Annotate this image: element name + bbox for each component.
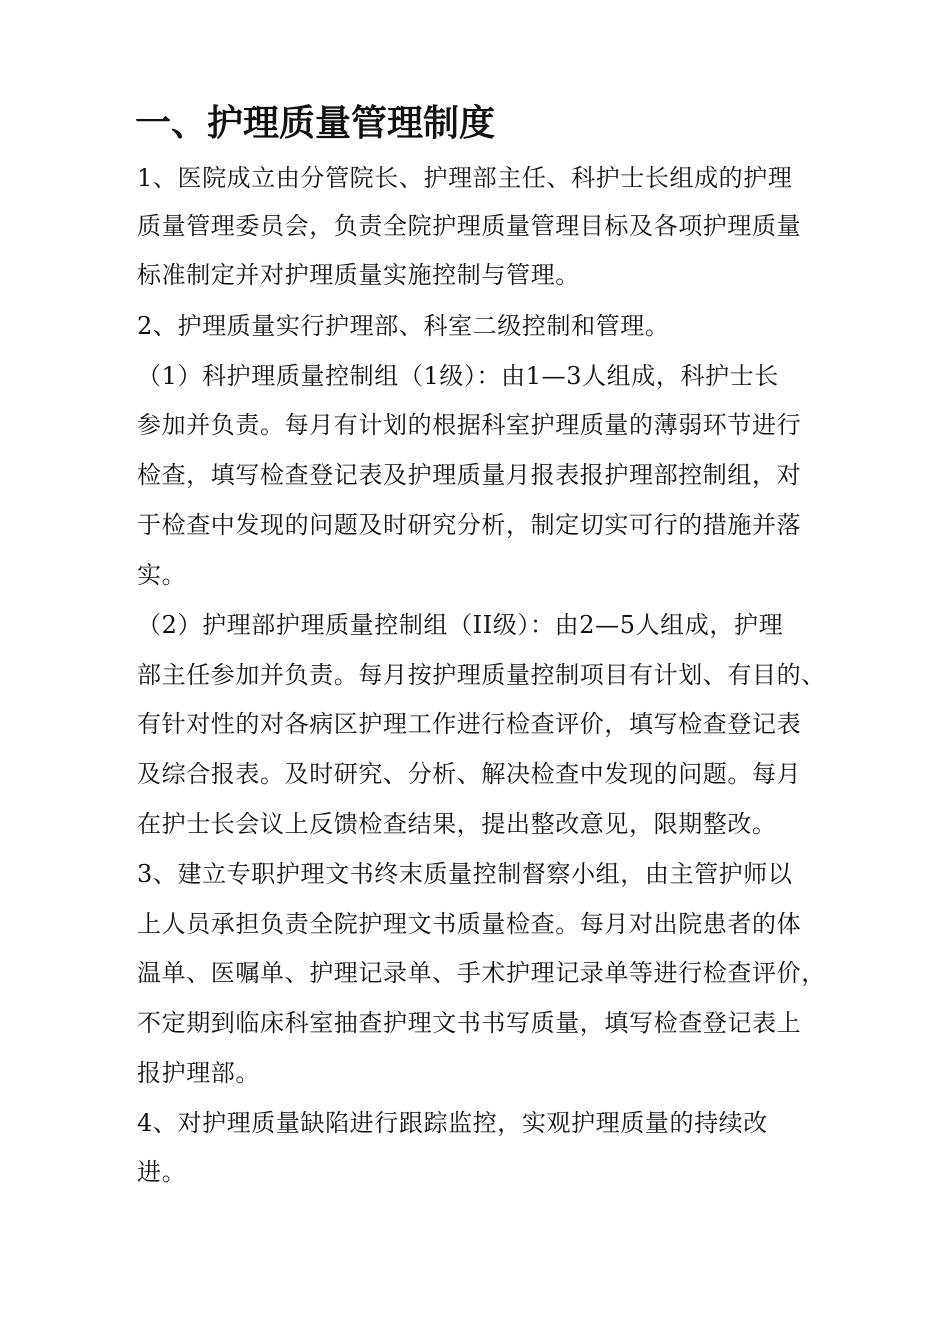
body-line-17: 温单、医嘱单、护理记录单、手术护理记录单等进行检查评价，: [137, 959, 826, 987]
document-title: 一、护理质量管理制度: [135, 103, 496, 144]
body-line-15: 3、建立专职护理文书终末质量控制督察小组，由主管护师以: [137, 860, 793, 888]
body-line-20: 4、对护理质量缺陷进行跟踪监控，实观护理质量的持续改: [137, 1109, 768, 1137]
body-line-4: 2、护理质量实行护理部、科室二级控制和管理。: [137, 312, 670, 340]
body-line-21: 进。: [137, 1158, 187, 1186]
body-line-18: 不定期到临床科室抽查护理文书书写质量，填写检查登记表上: [137, 1009, 802, 1037]
body-line-2: 质量管理委员会，负责全院护理质量管理目标及各项护理质量: [137, 212, 802, 240]
body-line-8: 于检查中发现的问题及时研究分析，制定切实可行的措施并落: [137, 511, 802, 539]
body-line-16: 上人员承担负责全院护理文书质量检查。每月对出院患者的体: [137, 910, 802, 938]
body-line-10: （2）护理部护理质量控制组（II级）：由2—5人组成，护理: [137, 611, 784, 639]
body-line-14: 在护士长会议上反馈检查结果，提出整改意见，限期整改。: [137, 810, 777, 838]
body-line-9: 实。: [137, 561, 187, 589]
body-line-19: 报护理部。: [137, 1059, 260, 1087]
body-line-12: 有针对性的对各病区护理工作进行检查评价，填写检查登记表: [137, 710, 802, 738]
body-line-6: 参加并负责。每月有计划的根据科室护理质量的薄弱环节进行: [137, 411, 802, 439]
body-line-13: 及综合报表。及时研究、分析、解决检查中发现的问题。每月: [137, 760, 802, 788]
body-line-11: 部主任参加并负责。每月按护理质量控制项目有计划、有目的、: [137, 661, 826, 689]
body-line-3: 标准制定并对护理质量实施控制与管理。: [137, 261, 580, 289]
body-line-1: 1、医院成立由分管院长、护理部主任、科护士长组成的护理: [137, 164, 793, 192]
body-line-5: （1）科护理质量控制组（1级）：由1—3人组成，科护士长: [137, 362, 779, 390]
body-line-7: 检查，填写检查登记表及护理质量月报表报护理部控制组，对: [137, 461, 802, 489]
